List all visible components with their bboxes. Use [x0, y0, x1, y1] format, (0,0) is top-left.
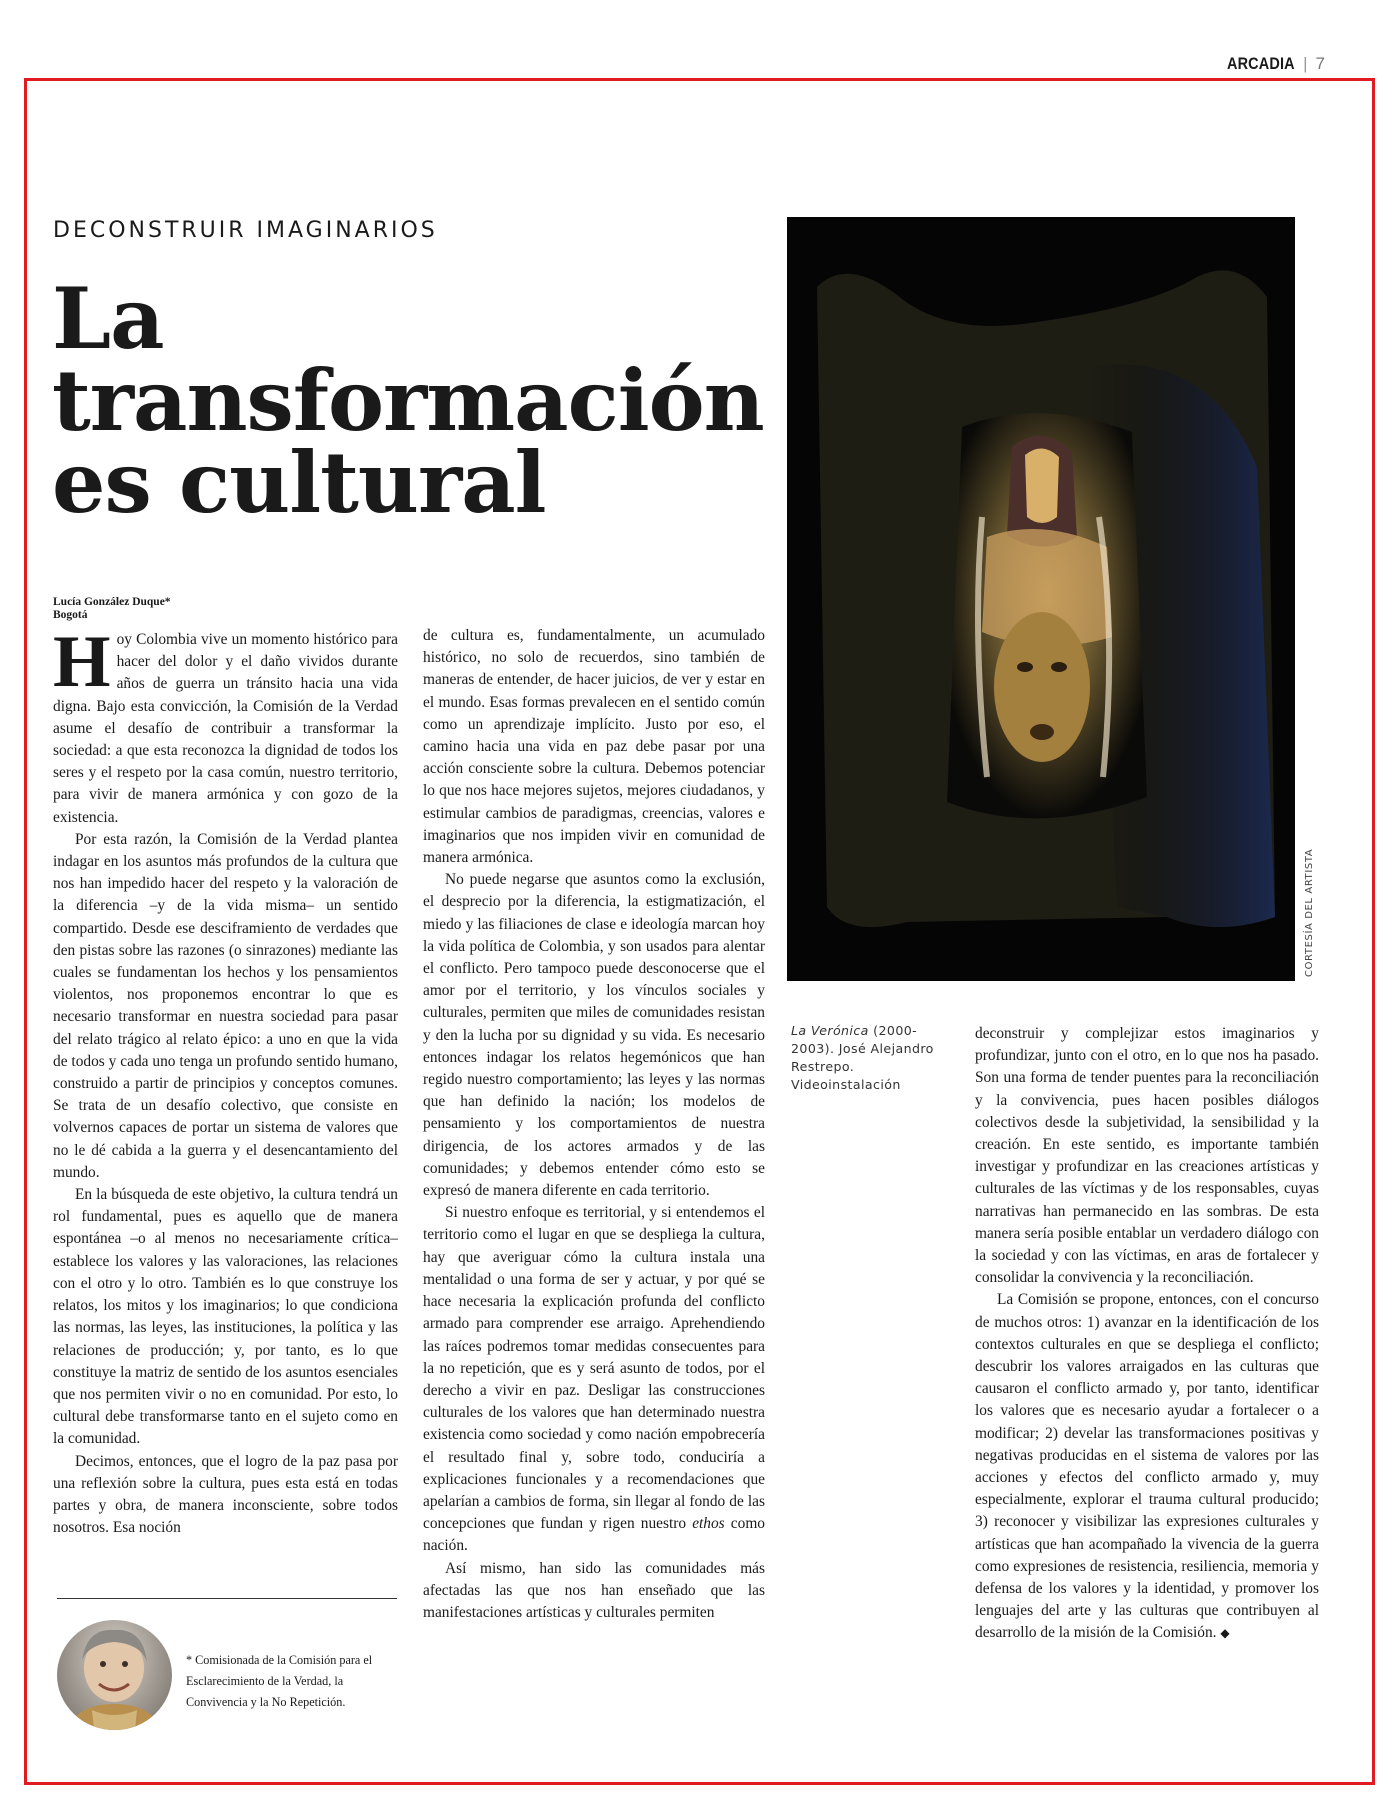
paragraph-text: oy Colombia vive un momento histórico para hacer del dolor y el daño vividos durante años de guerra un tránsito hacia una vida digna. Bajo esta convicción, la Comisión de la Verdad asume el desafío de contribuir a transformar la sociedad: a que esta reconozca la dignidad de todos los seres y el respeto por la casa común, nuestro territorio, para vivir de manera armónica y con gozo de la existencia. [53, 631, 398, 826]
page-number: 7 [1315, 54, 1325, 73]
end-mark-icon: ◆ [1220, 1626, 1230, 1641]
paragraph-text: Si nuestro enfoque es territorial, y si entendemos el territorio como el lugar en que se despliega la cultura, hay que averiguar cómo la cultura instala una mentalidad o una forma de ser y actuar, y por qué se hace necesaria la explicación profunda del conflicto armado para comprender ese arraigo. Aprehendiendo las raíces podremos tomar medidas consecuentes para la no repetición, que es y será asunto de todos, por el derecho a vivir en paz. Desligar las construcciones culturales de los valores que han determinado nuestra existencia como sociedad y como nación empobrecería el resultado final y, sobre todo, conduciría a explicaciones funcionales y a recomendaciones que apelarían a cambios de forma, sin llegar al fondo de las concepciones que fundan y rigen nuestro [423, 1204, 765, 1533]
paragraph: deconstruir y complejizar estos imaginarios y profundizar, junto con el otro, en lo que nos ha pasado. Son una forma de tender puentes para la reconciliación y la convivencia, pues hacen posibles diálogos colectivos desde la subjetividad, la sensibilidad y la creación. En este sentido, es importante también investigar y profundizar en las creaciones artísticas y culturales de las víctimas y de los responsables, cuyas narrativas han permanecido en las sombras. De esta manera sería posible entablar un verdadero diálogo con la sociedad y con las víctimas, en aras de fortalecer y consolidar la convivencia y la reconciliación. [975, 1025, 1319, 1287]
author-portrait-image [57, 1620, 172, 1730]
paragraph: En la búsqueda de este objetivo, la cultura tendrá un rol fundamental, pues es aquello que de manera espontánea –o al menos no necesariamente crítica– establece los valores y las valoraciones, las relaciones con el otro y lo otro. También es lo que construye los relatos, los mitos y los imaginarios; lo que condiciona las normas, las leyes, las instituciones, la política y las relaciones de producción; y, por tanto, es lo que constituye la matriz de sentido de los asuntos esenciales que nos permiten vivir o no en comunidad. Por esto, lo cultural debe transformarse tanto en el sujeto como en la comunidad. [53, 1186, 398, 1448]
paragraph: Por esta razón, la Comisión de la Verdad plantea indagar en los asuntos más profundos de la cultura que nos han impedido hacer del respeto y la valoración de la diferencia –y de la vida misma– un sentido compartido. Desde ese desciframiento de verdades que den pistas sobre las razones (o sinrazones) mediante las cuales se fundamentan los hechos y los pensamientos violentos, nos proponemos encontrar lo que es necesario transformar en nuestra sociedad para pasar del relato trágico al relato épico: a uno en que la vida de todos y cada uno tenga un profundo sentido humano, construido a partir de principios y conceptos comunes. Se trata de un desafío colectivo, que consiste en volvernos capaces de portar un sistema de valores que no le dé cabida a la guerra y el desencantamiento del mundo. [53, 830, 398, 1181]
paragraph: de cultura es, fundamentalmente, un acumulado histórico, no solo de recuerdos, sino también de maneras de entender, de hacer juicios, de ver y estar en el mundo. Esas formas prevalecen en el sentido común como un aprendizaje implícito. Justo por eso, el camino hacia una vida en paz debe pasar por una acción consciente sobre la cultura. Debemos potenciar lo que nos hace mejores sujetos, mejores ciudadanos, y estimular cambios de paradigmas, creencias, valores e imaginarios que nos impiden vivir en comunidad de manera armónica. [423, 627, 765, 867]
paragraph [423, 1202, 765, 1557]
author-portrait [57, 1620, 172, 1730]
author-location: Bogotá [53, 609, 88, 621]
la-veronica-image [787, 217, 1295, 981]
artwork-photo [787, 217, 1295, 981]
paragraph: No puede negarse que asuntos como la exclusión, el desprecio por la diferencia, la estigmatización, el miedo y las filiaciones de clase e ideología marcan hoy la vida política de Colombia, y son usados para alentar el conflicto. Pero tampoco puede desconocerse que el amor por el territorio, y los vínculos sociales y culturales, permiten que miles de comunidades resistan y den la lucha por su dignidad y su vida. Es necesario entonces indagar los relatos hegemónicos que han regido nuestro comportamiento; las leyes y las normas que han definido la nación; los modelos de pensamiento y los comportamientos de nuestra dirigencia, de los actores armados y de las comunidades; y debemos entender cómo esto se expresó de manera diferente en cada territorio. [423, 871, 765, 1200]
article-headline: La transformación es cultural [52, 269, 764, 532]
drop-cap: H [53, 621, 111, 703]
paragraph: Decimos, entonces, que el logro de la paz pasa por una reflexión sobre la cultura, pues esta está en todas partes y obra, de manera inconsciente, sobre todos nosotros. Esa noción [53, 1452, 398, 1537]
author-name: Lucía González Duque* [53, 596, 171, 608]
author-footnote: * Comisionada de la Comisión para el Esclarecimiento de la Verdad, la Convivencia y la No Repetición. [186, 1653, 373, 1709]
article-column-1 [53, 621, 398, 1539]
caption-title: La Verónica [791, 1023, 869, 1038]
photo-credit: CORTESÍA DEL ARTISTA [1304, 848, 1315, 977]
article-column-3 [975, 1023, 1319, 1645]
caption-details: (2000-2003). José Alejandro Restrepo. Videoinstalación [791, 1023, 934, 1092]
section-kicker: DECONSTRUIR IMAGINARIOS [53, 218, 438, 243]
article-column-2 [423, 625, 765, 1624]
footnote-divider [57, 1598, 397, 1599]
ethos-italic: ethos [692, 1515, 725, 1533]
paragraph: Así mismo, han sido las comunidades más afectadas las que nos han enseñado que las manifestaciones artísticas y culturales permiten [423, 1559, 765, 1621]
byline [53, 596, 171, 622]
header-separator: | [1303, 54, 1308, 73]
paragraph [53, 621, 398, 829]
page-header [1215, 54, 1325, 74]
paragraph [975, 1289, 1319, 1644]
magazine-name: ARCADIA [1227, 54, 1296, 73]
paragraph-text: La Comisión se propone, entonces, con el concurso de muchos otros: 1) avanzar en la identificación de los contextos culturales en que se despliega el conflicto; descubrir los valores arraigados en las culturas que causaron el conflicto armado y, por tanto, identificar los valores que es necesario ayudar a fortalecer o a modificar; 2) develar las transformaciones positivas y negativas producidas en el sistema de valores por las acciones y efectos del conflicto armado y, muy especialmente, explorar el trauma cultural producido; 3) reconocer y visibilizar las expresiones culturales y artísticas que han acompañado la vivencia de la guerra como expresiones de resistencia, resiliencia, memoria y defensa de los valores y la identidad, y promover los lenguajes del arte y las culturas que contribuyen al desarrollo de la misión de la Comisión. [975, 1291, 1319, 1642]
paragraph-text-end: como nación. [423, 1515, 765, 1555]
photo-caption [791, 1022, 951, 1094]
